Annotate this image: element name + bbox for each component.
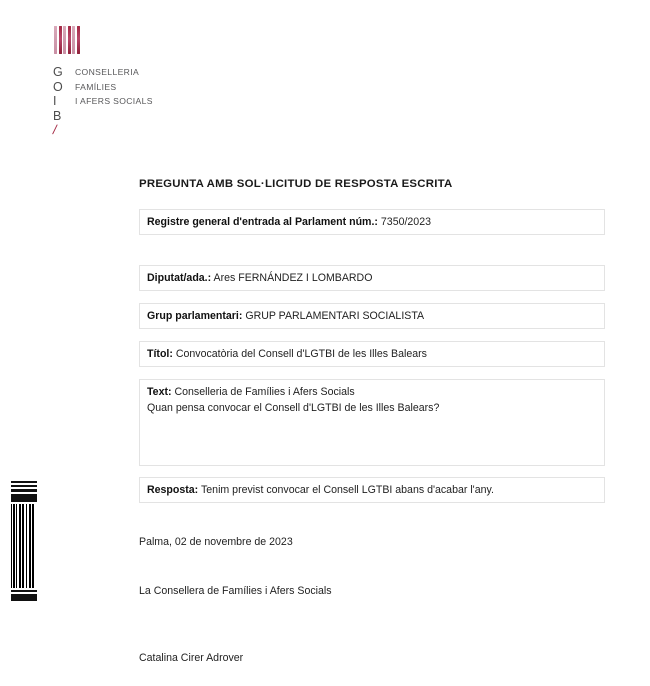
org-line-conselleria: CONSELLERIA — [75, 67, 140, 77]
field-text-value-line2: Quan pensa convocar el Consell d'LGTBI de les Illes Balears? — [147, 401, 440, 414]
closing-date: Palma, 02 de novembre de 2023 — [139, 536, 293, 548]
closing-role: La Consellera de Famílies i Afers Socials — [139, 585, 332, 597]
field-registre-label: Registre general d'entrada al Parlament núm.: — [147, 216, 378, 228]
pdf417-verification-barcode — [11, 481, 37, 609]
closing-signer-name: Catalina Cirer Adrover — [139, 652, 244, 664]
verification-margin — [0, 0, 46, 686]
field-titol-label: Títol: — [147, 348, 173, 360]
goib-letter-b: B — [53, 108, 62, 123]
field-resposta-label: Resposta: — [147, 484, 199, 496]
field-titol-value: Convocatòria del Consell d'LGTBI de les Illes Balears — [175, 348, 427, 360]
goib-letter-g: G — [53, 65, 64, 79]
field-grup-label: Grup parlamentari: — [147, 310, 243, 322]
goib-logo — [53, 65, 283, 138]
field-diputat-label: Diputat/ada.: — [147, 272, 212, 284]
field-grup-parlamentari — [139, 303, 605, 329]
field-text — [139, 379, 605, 466]
field-diputat — [139, 265, 605, 291]
field-registre-value: 7350/2023 — [380, 216, 431, 228]
page-title: PREGUNTA AMB SOL·LICITUD DE RESPOSTA ESCRITA — [139, 178, 453, 190]
field-resposta-value: Tenim previst convocar el Consell LGTBI abans d'acabar l'any. — [200, 484, 494, 496]
field-resposta — [139, 477, 605, 503]
goib-slash-icon: / — [51, 122, 59, 137]
balearic-stripes-crest-icon — [54, 26, 80, 54]
letterhead — [53, 26, 283, 138]
field-text-label: Text: — [147, 386, 172, 398]
field-titol — [139, 341, 605, 367]
barcode-data-region — [11, 504, 37, 588]
field-registre-general — [139, 209, 605, 235]
field-text-value-line1: Conselleria de Famílies i Afers Socials — [174, 386, 355, 398]
goib-letter-o: O — [53, 79, 64, 94]
field-diputat-value: Ares FERNÁNDEZ I LOMBARDO — [213, 272, 373, 284]
goib-letter-i: I — [53, 94, 57, 108]
field-text-line-1 — [147, 385, 597, 401]
goib-acronym — [53, 65, 75, 138]
org-line-families: FAMÍLIES — [75, 81, 117, 92]
org-line-afers-socials: I AFERS SOCIALS — [75, 96, 153, 106]
field-grup-value: GRUP PARLAMENTARI SOCIALISTA — [245, 310, 425, 322]
organization-name — [75, 65, 153, 109]
